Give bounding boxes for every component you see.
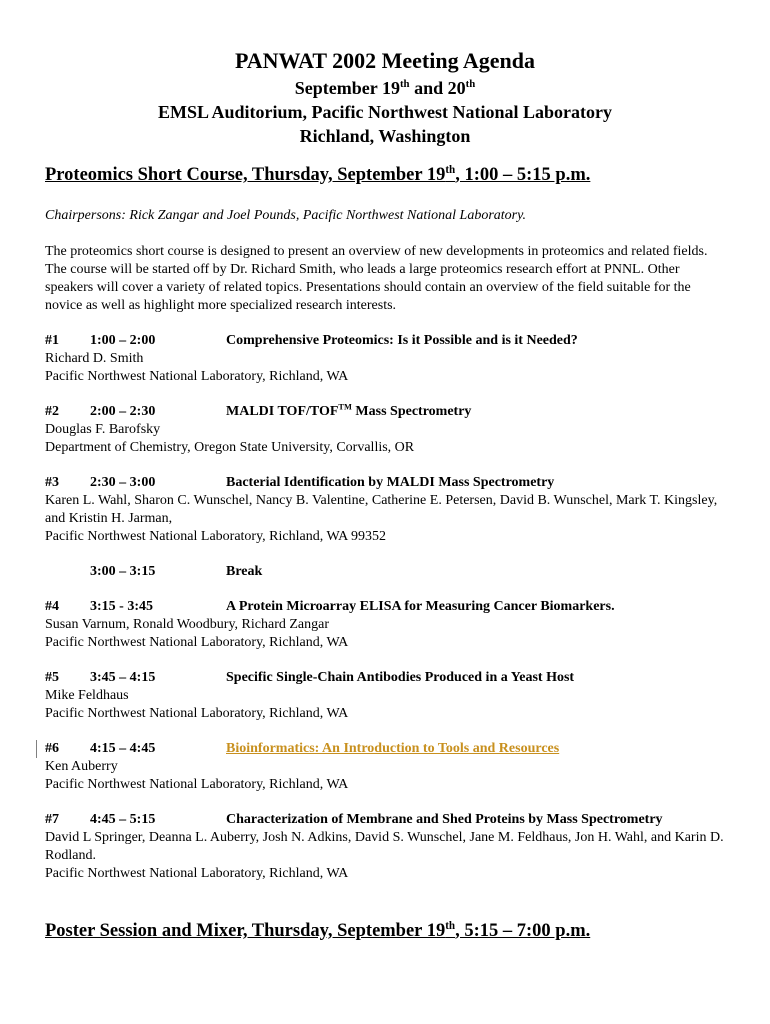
agenda-item-3: [45, 474, 725, 546]
item-title: Comprehensive Proteomics: Is it Possible and is it Needed?: [226, 333, 578, 348]
item-number: #5: [45, 670, 59, 685]
item-authors: Richard D. Smith: [45, 351, 144, 366]
agenda-item-2: [45, 403, 725, 457]
item-affiliation: Pacific Northwest National Laboratory, Richland, WA: [45, 777, 349, 792]
agenda-item-6: [45, 740, 725, 794]
item-authors: Susan Varnum, Ronald Woodbury, Richard Zangar: [45, 617, 330, 632]
item-title: Specific Single-Chain Antibodies Produced in a Yeast Host: [226, 670, 575, 685]
agenda-item-1: [45, 332, 725, 386]
meeting-venue: EMSL Auditorium, Pacific Northwest National Laboratory: [158, 102, 612, 122]
item-title: A Protein Microarray ELISA for Measuring Cancer Biomarkers.: [226, 599, 615, 614]
item-time: 3:15 - 3:45: [90, 599, 153, 614]
item-affiliation: Pacific Northwest National Laboratory, Richland, WA: [45, 866, 349, 881]
item-number: #2: [45, 404, 59, 419]
item-affiliation: Pacific Northwest National Laboratory, Richland, WA: [45, 369, 349, 384]
item-title: MALDI TOF/TOF™ Mass Spectrometry: [226, 402, 472, 419]
item-time: 1:00 – 2:00: [90, 333, 156, 348]
item-number: #3: [45, 475, 59, 490]
item-affiliation: Pacific Northwest National Laboratory, Richland, WA: [45, 706, 349, 721]
agenda-header: [45, 46, 725, 148]
item-affiliation: Pacific Northwest National Laboratory, Richland, WA 99352: [45, 529, 386, 544]
chairpersons: Chairpersons: Rick Zangar and Joel Pounds, Pacific Northwest National Laboratory.: [45, 208, 527, 223]
item-number: [45, 563, 90, 581]
agenda-item-break: [45, 563, 725, 581]
item-time: 4:15 – 4:45: [90, 741, 156, 756]
item-authors: David L Springer, Deanna L. Auberry, Josh N. Adkins, David S. Wunschel, Jane M. Feldhaus, Jon H. Wahl, and Karin D. Rodland.: [45, 830, 724, 863]
item-number: #7: [45, 812, 59, 827]
item-time: 4:45 – 5:15: [90, 812, 156, 827]
meeting-city: Richland, Washington: [299, 126, 471, 146]
agenda-item-4: [45, 598, 725, 652]
course-intro: The proteomics short course is designed to present an overview of new developments in proteomics and related fields. The course will be started off by Dr. Richard Smith, who leads a large proteomics research effort at PNNL. Other speakers will cover a variety of related topics. Presentations should contain an overview of the field suitable for the novice as well as highlight more specialized research interests.: [45, 244, 708, 313]
item-number: #4: [45, 599, 59, 614]
section-title-poster-session: Poster Session and Mixer, Thursday, September 19th, 5:15 – 7:00 p.m.: [45, 919, 591, 941]
agenda-item-5: [45, 669, 725, 723]
agenda-page: [45, 46, 725, 943]
item-number: #6: [45, 741, 59, 756]
item-affiliation: Pacific Northwest National Laboratory, Richland, WA: [45, 635, 349, 650]
section-title-short-course: Proteomics Short Course, Thursday, September 19th, 1:00 – 5:15 p.m.: [45, 163, 591, 185]
item-title-link[interactable]: Bioinformatics: An Introduction to Tools and Resources: [226, 741, 560, 756]
item-authors: Douglas F. Barofsky: [45, 422, 161, 437]
item-time: 3:45 – 4:15: [90, 670, 156, 685]
item-time: 3:00 – 3:15: [90, 564, 156, 579]
item-title: Characterization of Membrane and Shed Proteins by Mass Spectrometry: [226, 812, 663, 827]
agenda-item-7: [45, 811, 725, 883]
item-title: Break: [226, 564, 263, 579]
item-number: #1: [45, 333, 59, 348]
item-affiliation: Department of Chemistry, Oregon State University, Corvallis, OR: [45, 440, 415, 455]
text-cursor-marker: [36, 740, 37, 758]
item-title: Bacterial Identification by MALDI Mass Spectrometry: [226, 475, 555, 490]
meeting-dates: September 19th and 20th: [294, 78, 476, 98]
item-time: 2:30 – 3:00: [90, 475, 156, 490]
page-title: PANWAT 2002 Meeting Agenda: [234, 48, 536, 73]
item-authors: Karen L. Wahl, Sharon C. Wunschel, Nancy B. Valentine, Catherine E. Petersen, David B. Wunschel, Mark T. Kingsley, and Kristin H. Jarman,: [45, 493, 718, 526]
item-authors: Mike Feldhaus: [45, 688, 129, 703]
item-authors: Ken Auberry: [45, 759, 118, 774]
item-time: 2:00 – 2:30: [90, 404, 156, 419]
